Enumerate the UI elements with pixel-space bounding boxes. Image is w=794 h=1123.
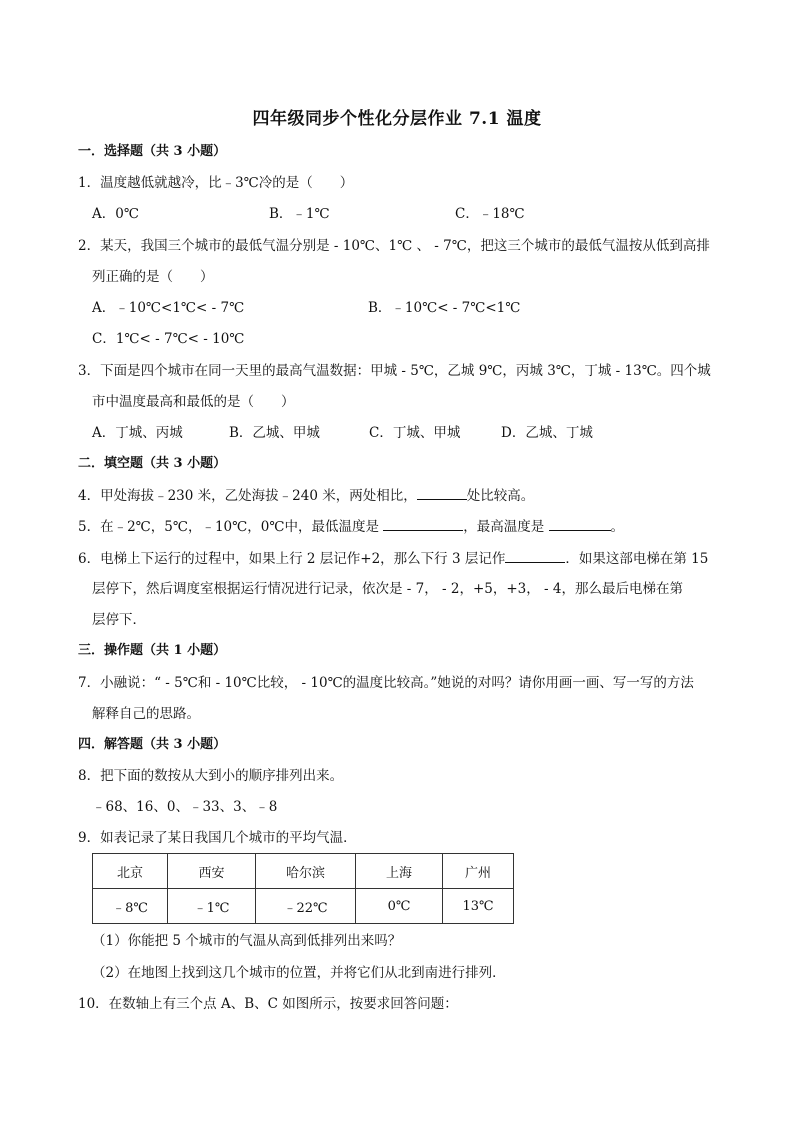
- page-title: 四年级同步个性化分层作业 7.1 温度: [252, 109, 542, 129]
- question-3-option-a: A．丁城、丙城: [92, 425, 183, 441]
- table-cell-city: 西安: [168, 854, 256, 889]
- table-cell-city: 上海: [356, 854, 443, 889]
- question-9-stem: 9．如表记录了某日我国几个城市的平均气温．: [78, 830, 357, 846]
- question-5-text-after: 。: [610, 519, 625, 535]
- table-cell-temperature: 13℃: [443, 889, 514, 924]
- question-2-option-b: B．﹣10℃< - 7℃<1℃: [368, 300, 521, 316]
- question-3-stem-line2: 市中温度最高和最低的是（ ）: [92, 394, 295, 410]
- table-cell-temperature: 0℃: [356, 889, 443, 924]
- question-2-stem-line1: 2．某天，我国三个城市的最低气温分别是 - 10℃、1℃ 、 - 7℃，把这三个城市的最低气温按从低到高排: [78, 238, 710, 254]
- question-5-lowest-blank[interactable]: [383, 516, 463, 531]
- question-4-text-before: 4．甲处海拔﹣230 米，乙处海拔﹣240 米，两处相比，: [78, 488, 417, 504]
- question-4-text-after: 处比较高。: [466, 488, 535, 504]
- question-6-text-before: 6．电梯上下运行的过程中，如果上行 2 层记作+2，那么下行 3 层记作: [78, 551, 506, 567]
- table-cell-city: 哈尔滨: [256, 854, 356, 889]
- section-choice-heading: 一．选择题（共 3 小题）: [78, 144, 227, 159]
- question-2-option-c: C．1℃< - 7℃< - 10℃: [92, 331, 245, 347]
- table-row: [93, 889, 514, 924]
- table-cell-temperature: ﹣8℃: [93, 889, 168, 924]
- question-10-stem: 10．在数轴上有三个点 A、B、C 如图所示，按要求回答问题：: [78, 996, 458, 1012]
- question-5-text-before: 5．在﹣2℃，5℃，﹣10℃，0℃中，最低温度是: [78, 519, 384, 535]
- question-7-line1: 7．小融说：“ - 5℃和 - 10℃比较， - 10℃的温度比较高。”她说的对吗？请你用画一画、写一写的方法: [78, 675, 694, 691]
- table-cell-city: 广州: [443, 854, 514, 889]
- table-header-row: [93, 854, 514, 889]
- section-operation-heading: 三．操作题（共 1 小题）: [78, 643, 227, 658]
- question-9-sub-1: （1）你能把 5 个城市的气温从高到低排列出来吗？: [92, 933, 402, 949]
- question-9-sub-2: （2）在地图上找到这几个城市的位置，并将它们从北到南进行排列．: [92, 965, 506, 981]
- section-answer-heading: 四．解答题（共 3 小题）: [78, 737, 227, 752]
- question-3-option-b: B．乙城、甲城: [229, 425, 320, 441]
- question-4: [78, 485, 534, 506]
- question-4-answer-blank[interactable]: [417, 485, 467, 500]
- question-3-option-d: D．乙城、丁城: [501, 425, 593, 441]
- question-6-answer-blank[interactable]: [505, 548, 565, 563]
- question-1-option-c: C．﹣18℃: [455, 206, 525, 222]
- question-2-stem-line2: 列正确的是（ ）: [92, 269, 214, 285]
- question-1-option-b: B．﹣1℃: [269, 206, 330, 222]
- question-3-stem-line1: 3．下面是四个城市在同一天里的最高气温数据：甲城 - 5℃，乙城 9℃，丙城 3℃，丁城 - 13℃。四个城: [78, 363, 711, 379]
- question-5: [78, 516, 624, 537]
- question-6-line3: 层停下．: [92, 612, 146, 628]
- question-3-option-c: C．丁城、甲城: [369, 425, 461, 441]
- section-fill-heading: 二．填空题（共 3 小题）: [78, 456, 227, 471]
- question-1-option-a: A．0℃: [92, 206, 139, 222]
- question-6-line1: [78, 548, 708, 569]
- question-6-line2: 层停下，然后调度室根据运行情况进行记录，依次是 - 7， - 2，+5，+3， - 4，那么最后电梯在第: [92, 581, 683, 597]
- question-5-text-middle: ，最高温度是: [463, 519, 549, 535]
- question-7-line2: 解释自己的思路。: [92, 706, 200, 722]
- table-cell-temperature: ﹣22℃: [256, 889, 356, 924]
- city-temperature-table: [92, 853, 514, 924]
- question-6-text-after: ．如果这部电梯在第 15: [565, 551, 709, 567]
- question-8-stem: 8．把下面的数按从大到小的顺序排列出来。: [78, 768, 344, 784]
- table-cell-temperature: ﹣1℃: [168, 889, 256, 924]
- question-8-numbers: ﹣68、16、0、﹣33、3、﹣8: [92, 799, 278, 815]
- question-2-option-a: A．﹣10℃<1℃< - 7℃: [92, 300, 245, 316]
- question-5-highest-blank[interactable]: [549, 516, 611, 531]
- table-cell-city: 北京: [93, 854, 168, 889]
- question-1-stem: 1．温度越低就越冷，比﹣3℃冷的是（ ）: [78, 175, 354, 191]
